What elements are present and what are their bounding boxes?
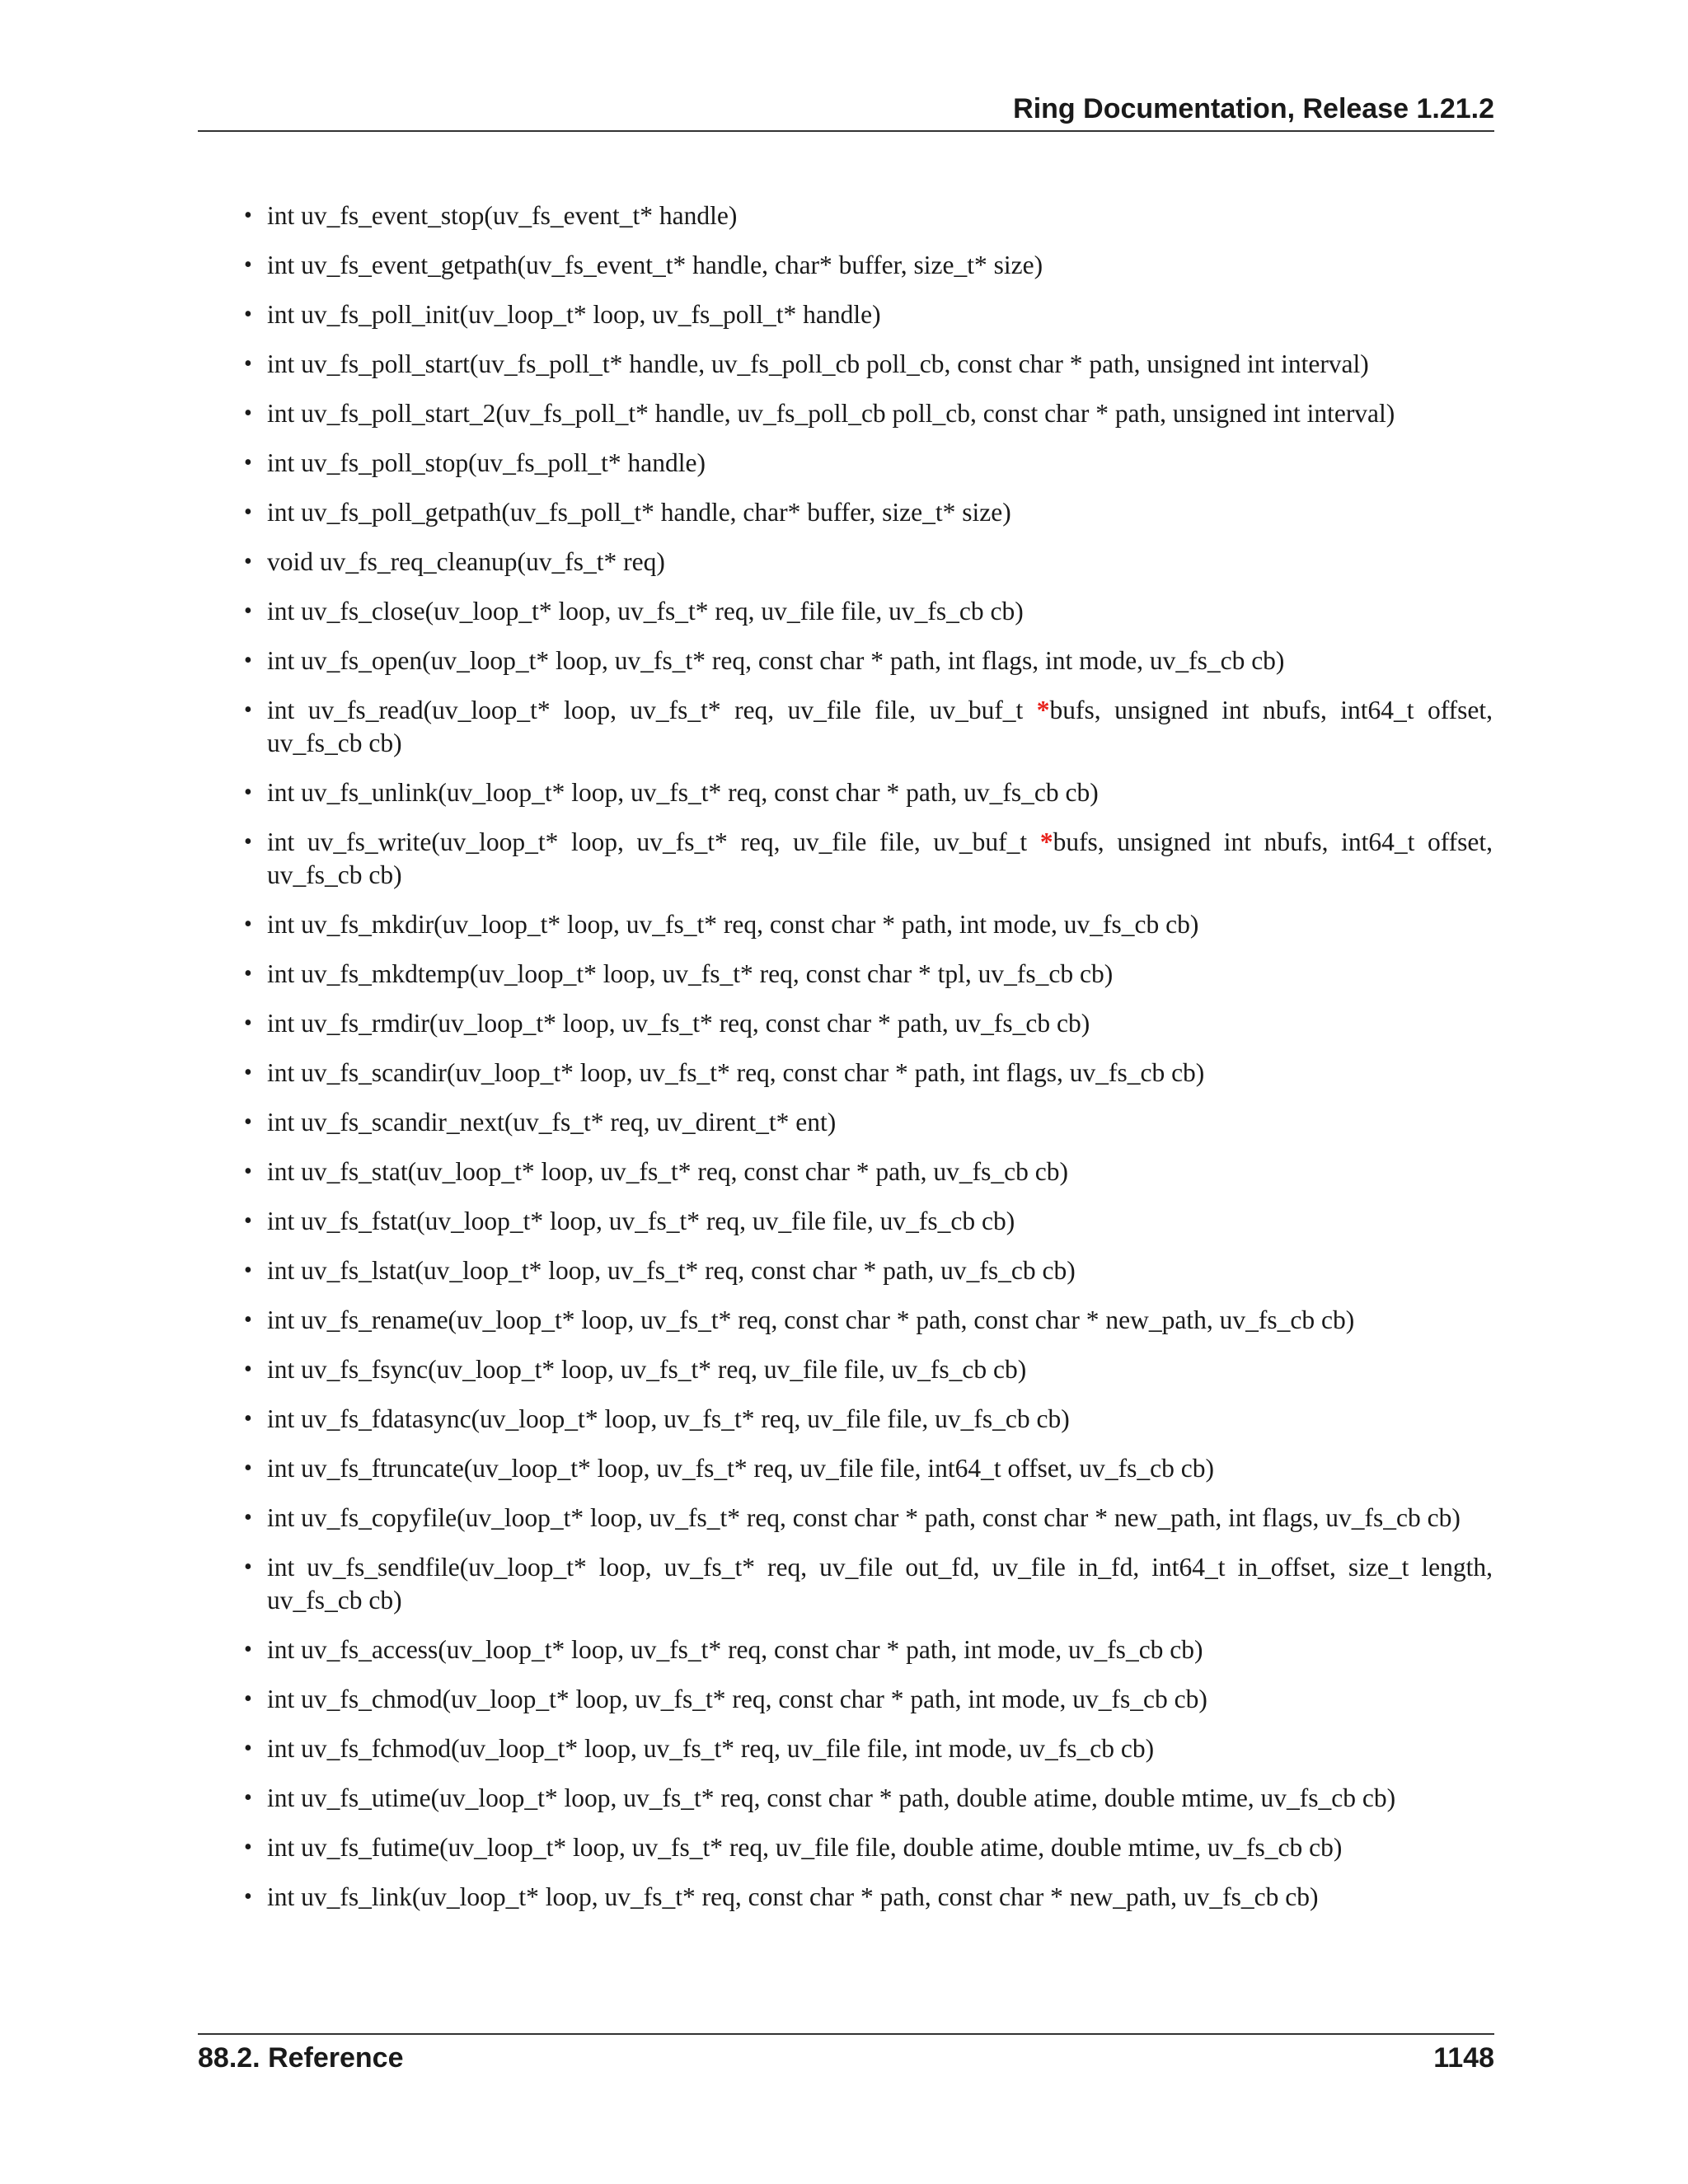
list-item: [244, 1831, 1493, 1864]
function-signature-text: int uv_fs_ftruncate(uv_loop_t* loop, uv_fs_t* req, uv_file file, int64_t offset, uv_fs_cb cb): [267, 1454, 1214, 1483]
function-signature-text: int uv_fs_scandir_next(uv_fs_t* req, uv_dirent_t* ent): [267, 1108, 837, 1137]
list-item: [244, 249, 1493, 282]
list-item: [244, 397, 1493, 430]
list-item: [244, 199, 1493, 232]
function-signature-text: int uv_fs_close(uv_loop_t* loop, uv_fs_t* req, uv_file file, uv_fs_cb cb): [267, 597, 1024, 626]
bullet-icon: •: [244, 1835, 252, 1860]
bullet-icon: •: [244, 302, 252, 327]
bullet-icon: •: [244, 1208, 252, 1234]
function-signature-text: int uv_fs_fdatasync(uv_loop_t* loop, uv_fs_t* req, uv_file file, uv_fs_cb cb): [267, 1404, 1070, 1433]
function-signature-text: int uv_fs_access(uv_loop_t* loop, uv_fs_t* req, const char * path, int mode, uv_fs_cb cb): [267, 1635, 1203, 1664]
header-title: Ring Documentation, Release 1.21.2: [1013, 93, 1494, 124]
function-signature-text: int uv_fs_event_stop(uv_fs_event_t* handle): [267, 201, 738, 230]
footer-section: 88.2. Reference: [198, 2042, 404, 2074]
function-signature-text: int uv_fs_poll_start_2(uv_fs_poll_t* handle, uv_fs_poll_cb poll_cb, const char * path, unsigned int interval): [267, 399, 1395, 428]
bullet-icon: •: [244, 1406, 252, 1432]
list-item: [244, 298, 1493, 331]
function-signature-text: int uv_fs_mkdtemp(uv_loop_t* loop, uv_fs_t* req, const char * tpl, uv_fs_cb cb): [267, 959, 1114, 988]
list-item: [244, 1452, 1493, 1485]
bullet-icon: •: [244, 1159, 252, 1184]
header-rule: [198, 130, 1494, 132]
bullet-icon: •: [244, 648, 252, 673]
bullet-icon: •: [244, 1258, 252, 1283]
bullet-icon: •: [244, 252, 252, 278]
list-item: [244, 1551, 1493, 1617]
list-item: [244, 1353, 1493, 1386]
list-item: [244, 908, 1493, 941]
bullet-icon: •: [244, 697, 252, 723]
list-item: [244, 1254, 1493, 1287]
bullet-icon: •: [244, 1060, 252, 1085]
function-signature-text: int uv_fs_open(uv_loop_t* loop, uv_fs_t* req, const char * path, int flags, int mode, uv_fs_cb cb): [267, 646, 1285, 675]
list-item: [244, 1403, 1493, 1436]
function-signature-text: int uv_fs_rmdir(uv_loop_t* loop, uv_fs_t* req, const char * path, uv_fs_cb cb): [267, 1009, 1090, 1038]
highlighted-asterisk: *: [1039, 827, 1053, 856]
function-signature-text: void uv_fs_req_cleanup(uv_fs_t* req): [267, 547, 665, 576]
highlighted-asterisk: *: [1036, 696, 1050, 724]
bullet-icon: •: [244, 1505, 252, 1530]
list-item: [244, 1007, 1493, 1040]
function-signature-text: int uv_fs_stat(uv_loop_t* loop, uv_fs_t* req, const char * path, uv_fs_cb cb): [267, 1157, 1068, 1186]
function-list: [244, 199, 1493, 1930]
function-signature-text: int uv_fs_unlink(uv_loop_t* loop, uv_fs_t* req, const char * path, uv_fs_cb cb): [267, 778, 1099, 807]
function-signature-text: bufs, unsigned int nbufs, int64_t offset, uv_fs_cb cb): [267, 696, 1493, 757]
bullet-icon: •: [244, 598, 252, 624]
bullet-icon: •: [244, 780, 252, 805]
bullet-icon: •: [244, 829, 252, 855]
bullet-icon: •: [244, 401, 252, 426]
list-item: [244, 644, 1493, 677]
bullet-icon: •: [244, 499, 252, 525]
bullet-icon: •: [244, 1357, 252, 1382]
footer-rule: [198, 2033, 1494, 2035]
list-item: [244, 776, 1493, 809]
list-item: [244, 1732, 1493, 1765]
list-item: [244, 1304, 1493, 1337]
page-number: 1148: [1433, 2042, 1494, 2074]
function-signature-text: int uv_fs_lstat(uv_loop_t* loop, uv_fs_t* req, const char * path, uv_fs_cb cb): [267, 1256, 1076, 1285]
function-signature-text: int uv_fs_link(uv_loop_t* loop, uv_fs_t* req, const char * path, const char * new_path, uv_fs_cb cb): [267, 1882, 1319, 1911]
list-item: [244, 694, 1493, 760]
bullet-icon: •: [244, 1884, 252, 1910]
list-item: [244, 1205, 1493, 1238]
list-item: [244, 1502, 1493, 1535]
bullet-icon: •: [244, 961, 252, 987]
list-item: [244, 546, 1493, 579]
bullet-icon: •: [244, 450, 252, 476]
function-signature-text: int uv_fs_fsync(uv_loop_t* loop, uv_fs_t* req, uv_file file, uv_fs_cb cb): [267, 1355, 1027, 1384]
bullet-icon: •: [244, 1109, 252, 1135]
function-signature-text: int uv_fs_poll_getpath(uv_fs_poll_t* handle, char* buffer, size_t* size): [267, 498, 1011, 527]
function-signature-text: int uv_fs_fstat(uv_loop_t* loop, uv_fs_t* req, uv_file file, uv_fs_cb cb): [267, 1207, 1015, 1235]
function-signature-text: int uv_fs_chmod(uv_loop_t* loop, uv_fs_t* req, const char * path, int mode, uv_fs_cb cb): [267, 1685, 1207, 1713]
function-signature-text: int uv_fs_poll_start(uv_fs_poll_t* handle, uv_fs_poll_cb poll_cb, const char * path, unsigned int interval): [267, 349, 1369, 378]
function-signature-text: int uv_fs_utime(uv_loop_t* loop, uv_fs_t* req, const char * path, double atime, double mtime, uv_fs_cb cb): [267, 1783, 1396, 1812]
function-signature-text: int uv_fs_mkdir(uv_loop_t* loop, uv_fs_t* req, const char * path, int mode, uv_fs_cb cb): [267, 910, 1199, 939]
bullet-icon: •: [244, 1785, 252, 1811]
list-item: [244, 1106, 1493, 1139]
list-item: [244, 958, 1493, 991]
list-item: [244, 1782, 1493, 1815]
list-item: [244, 595, 1493, 628]
list-item: [244, 1683, 1493, 1716]
list-item: [244, 1155, 1493, 1188]
bullet-icon: •: [244, 1010, 252, 1036]
list-item: [244, 826, 1493, 892]
bullet-icon: •: [244, 912, 252, 937]
function-signature-text: int uv_fs_fchmod(uv_loop_t* loop, uv_fs_t* req, uv_file file, int mode, uv_fs_cb cb): [267, 1734, 1155, 1763]
bullet-icon: •: [244, 1736, 252, 1761]
list-item: [244, 447, 1493, 480]
bullet-icon: •: [244, 351, 252, 377]
bullet-icon: •: [244, 1686, 252, 1712]
function-signature-text: int uv_fs_sendfile(uv_loop_t* loop, uv_fs_t* req, uv_file out_fd, uv_file in_fd, int64_t in_offset, size_t length, uv_fs_cb cb): [267, 1553, 1493, 1615]
function-signature-text: int uv_fs_read(uv_loop_t* loop, uv_fs_t* req, uv_file file, uv_buf_t: [267, 696, 1037, 724]
bullet-icon: •: [244, 1455, 252, 1481]
list-item: [244, 348, 1493, 381]
bullet-icon: •: [244, 549, 252, 574]
function-signature-text: int uv_fs_event_getpath(uv_fs_event_t* handle, char* buffer, size_t* size): [267, 251, 1043, 279]
function-signature-text: int uv_fs_copyfile(uv_loop_t* loop, uv_fs_t* req, const char * path, const char * new_path, int flags, uv_fs_cb cb): [267, 1503, 1461, 1532]
function-signature-text: int uv_fs_poll_stop(uv_fs_poll_t* handle): [267, 448, 706, 477]
function-signature-text: int uv_fs_rename(uv_loop_t* loop, uv_fs_t* req, const char * path, const char * new_path, uv_fs_cb cb): [267, 1305, 1355, 1334]
list-item: [244, 1881, 1493, 1914]
bullet-icon: •: [244, 1637, 252, 1662]
function-signature-text: int uv_fs_futime(uv_loop_t* loop, uv_fs_t* req, uv_file file, double atime, double mtime, uv_fs_cb cb): [267, 1833, 1343, 1862]
list-item: [244, 496, 1493, 529]
list-item: [244, 1057, 1493, 1090]
bullet-icon: •: [244, 203, 252, 228]
function-signature-text: int uv_fs_poll_init(uv_loop_t* loop, uv_fs_poll_t* handle): [267, 300, 881, 329]
bullet-icon: •: [244, 1307, 252, 1333]
function-signature-text: int uv_fs_scandir(uv_loop_t* loop, uv_fs_t* req, const char * path, int flags, uv_fs_cb cb): [267, 1058, 1205, 1087]
bullet-icon: •: [244, 1554, 252, 1580]
function-signature-text: int uv_fs_write(uv_loop_t* loop, uv_fs_t* req, uv_file file, uv_buf_t: [267, 827, 1040, 856]
list-item: [244, 1633, 1493, 1666]
function-signature-text: bufs, unsigned int nbufs, int64_t offset, uv_fs_cb cb): [267, 827, 1493, 889]
